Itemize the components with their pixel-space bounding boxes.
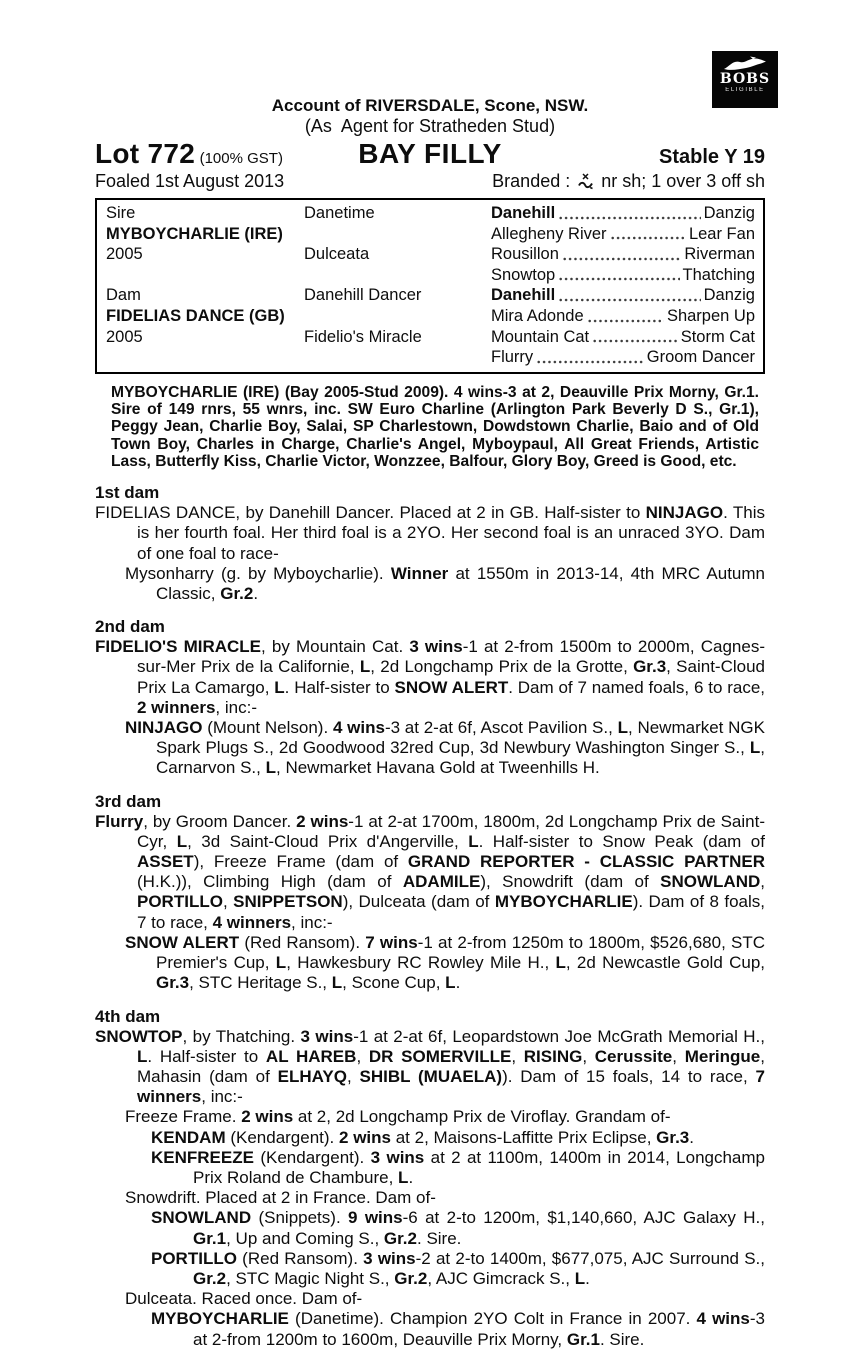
text-run: . Sire. [417, 1228, 462, 1248]
ancestor-sire: Riverman [684, 245, 755, 264]
text-run: -3 at 2-from 1200m to 1600m, Deauville Prix Morny, [193, 1309, 765, 1349]
ancestor-sire: Lear Fan [688, 224, 755, 243]
emphasis-text: L [617, 718, 628, 738]
ancestor-name: Rousillon [491, 245, 559, 264]
bobs-logo-title: BOBS [719, 71, 771, 87]
text-run: ), Snowdrift (dam of [480, 872, 661, 892]
ancestor-name: Allegheny River [491, 224, 607, 243]
emphasis-text: Gr.3 [156, 973, 190, 993]
emphasis-text: 9 wins [348, 1208, 403, 1228]
dots-leader [558, 203, 700, 224]
text-run: (Red Ransom). [236, 1248, 364, 1268]
text-run: (Red Ransom). [239, 932, 366, 952]
text-run: . [585, 1268, 590, 1288]
text-run: at 1550m in 2013-14, 4th MRC Autumn Classic, [156, 563, 765, 604]
pedigree-paragraph [125, 1289, 765, 1309]
text-run: , [222, 892, 234, 912]
emphasis-text: AL HAREB [265, 1046, 357, 1066]
emphasis-text: 4 wins [696, 1309, 750, 1329]
emphasis-text: FIDELIO'S MIRACLE [95, 637, 262, 657]
text-run: . [408, 1167, 414, 1187]
emphasis-text: KENFREEZE [151, 1147, 254, 1167]
emphasis-text: RISING [523, 1046, 583, 1066]
lot-row [95, 138, 765, 170]
text-run: , Hawkesbury RC Rowley Mile H., [286, 953, 556, 973]
dam-section-heading: 2nd dam [95, 617, 165, 637]
text-run: -6 at 2-to 1200m, $1,140,660, AJC Galaxy H., [402, 1208, 766, 1228]
pedigree-paragraph [125, 564, 765, 604]
emphasis-text: 2 wins [339, 1127, 391, 1147]
emphasis-text: L [398, 1167, 409, 1187]
pedigree-cell-grandparent [304, 224, 491, 245]
emphasis-text: PORTILLO [151, 1248, 237, 1268]
pedigree-paragraph [151, 1208, 765, 1248]
emphasis-text: Gr.2 [220, 584, 254, 604]
vendor-account-line: Account of RIVERSDALE, Scone, NSW. [271, 96, 589, 115]
text-run: Dulceata. Raced once. Dam of- [125, 1289, 363, 1309]
emphasis-text: L [176, 831, 188, 851]
pedigree-row [491, 327, 755, 348]
emphasis-text: NINJAGO [125, 718, 203, 738]
emphasis-text: GRAND REPORTER - CLASSIC PARTNER [407, 852, 765, 872]
ancestor-sire: Storm Cat [680, 327, 755, 346]
ancestor-sire: Thatching [682, 265, 755, 284]
dots-leader [558, 265, 679, 286]
text-run: , Newmarket Havana Gold at Tweenhills H. [276, 758, 600, 778]
text-run: , 2d Longchamp Prix de la Grotte, [370, 657, 634, 677]
text-run: -1 at 2-from 1250m to 1800m, $526,680, STC Premier's Cup, [156, 932, 766, 973]
ancestor-sire: Danzig [703, 204, 755, 222]
text-run: , [760, 872, 765, 892]
sire-summary-paragraph [111, 384, 759, 470]
pedigree-paragraph [95, 1027, 765, 1108]
text-run: , Scone Cup, [342, 973, 446, 993]
text-run: , by Groom Dancer. [143, 811, 297, 831]
ancestor-name: Danehill [491, 204, 556, 222]
text-run: at 2, Maisons-Laffitte Prix Eclipse, [390, 1127, 657, 1147]
emphasis-text: 2 wins [296, 811, 349, 831]
text-run: ), Dulceata (dam of [342, 892, 495, 912]
text-run: (H.K.)), Climbing High (dam of [137, 872, 403, 892]
text-run: . This is her fourth foal. Her third foal is a 2YO. Her second foal is an unraced 3YO. Dam of one foal to race- [137, 503, 765, 563]
emphasis-text: MYBOYCHARLIE [151, 1309, 289, 1329]
text-run: -1 at 2-at 6f, Leopardstown Joe McGrath Memorial H., [353, 1026, 765, 1046]
pedigree-cell-grandparent: Fidelio's Miracle [304, 327, 422, 346]
pedigree-paragraph [95, 503, 765, 564]
emphasis-text: PORTILLO [137, 892, 223, 912]
pedigree-paragraph [151, 1309, 765, 1349]
pedigree-paragraph [151, 1148, 765, 1188]
bobs-logo-subtitle: ELIGIBLE [725, 87, 765, 93]
page-content [95, 0, 765, 1350]
emphasis-text: L [265, 758, 276, 778]
lot-number: Lot 772 [95, 138, 196, 169]
emphasis-text: L [275, 953, 287, 973]
pedigree-cell-grandparent: Danetime [304, 204, 375, 222]
pedigree-row [491, 203, 755, 224]
emphasis-text: 7 winners [137, 1066, 766, 1107]
emphasis-text: 4 winners [212, 912, 292, 932]
ancestor-name: Mountain Cat [491, 327, 590, 346]
ancestor-name: Snowtop [491, 265, 556, 284]
emphasis-text: KENDAM [151, 1127, 226, 1147]
pedigree-cell-parent: 2005 [106, 245, 143, 264]
pedigree-cell-parent: Dam [106, 286, 141, 305]
text-run: , [511, 1046, 524, 1066]
text-run: ). Dam of 8 foals, 7 to race, [137, 892, 766, 932]
pedigree-row [491, 306, 755, 327]
text-run: , [582, 1046, 595, 1066]
text-run: . Half-sister to [284, 677, 395, 697]
emphasis-text: Flurry [95, 811, 144, 831]
text-run: , AJC Gimcrack S., [427, 1268, 575, 1288]
horse-description: BAY FILLY [358, 138, 502, 169]
text-run: (Snippets). [251, 1208, 349, 1228]
pedigree-paragraph [95, 812, 765, 933]
text-run: , Mahasin (dam of [137, 1046, 765, 1086]
dots-leader [592, 327, 678, 348]
pedigree-cell-parent: 2005 [106, 327, 143, 346]
dam-section-heading: 3rd dam [95, 791, 162, 811]
emphasis-text: SNOWLAND [660, 872, 761, 892]
pedigree-paragraph [125, 1188, 765, 1208]
emphasis-text: DR SOMERVILLE [368, 1046, 512, 1066]
emphasis-text: MYBOYCHARLIE [494, 892, 633, 912]
emphasis-text: NINJAGO [645, 503, 724, 523]
text-run: , [356, 1046, 369, 1066]
text-run: . Dam of 7 named foals, 6 to race, [508, 677, 765, 697]
text-run: at 2 at 1100m, 1400m in 2014, Longchamp Prix Roland de Chambure, [193, 1147, 765, 1187]
pedigree-cell-grandparent: Danehill Dancer [304, 286, 422, 305]
emphasis-text: L [359, 657, 371, 677]
text-run: , [672, 1046, 685, 1066]
emphasis-text: Gr.2 [383, 1228, 417, 1248]
branded-block [492, 171, 765, 192]
emphasis-text: 7 wins [365, 932, 418, 952]
emphasis-text: Meringue [684, 1046, 761, 1066]
text-run: . [253, 584, 259, 604]
pedigree-paragraph [95, 637, 765, 718]
emphasis-text: ASSET [137, 852, 194, 872]
text-run: ), Freeze Frame (dam of [193, 852, 408, 872]
text-run: , STC Magic Night S., [226, 1268, 395, 1288]
emphasis-text: 3 wins [409, 637, 463, 657]
emphasis-text: L [468, 831, 479, 851]
pedigree-row [491, 347, 755, 368]
pedigree-paragraph [125, 718, 765, 779]
emphasis-text: Gr.3 [656, 1127, 690, 1147]
text-run: , inc:- [201, 1087, 243, 1107]
dots-leader [562, 244, 682, 265]
text-run: , inc:- [291, 912, 333, 932]
pedigree-table [95, 198, 765, 374]
emphasis-text: L [274, 677, 285, 697]
text-run: , Newmarket NGK Spark Plugs S., 2d Goodwood 32red Cup, 3d Newbury Washington Singer S., [156, 718, 765, 758]
text-run: , [346, 1066, 360, 1086]
pedigree-cell-grandparent: Dulceata [304, 245, 370, 264]
emphasis-text: Cerussite [594, 1046, 673, 1066]
text-run: , Carnarvon S., [156, 738, 765, 778]
emphasis-text: Gr.1 [193, 1228, 227, 1248]
text-run: . [455, 973, 461, 993]
pedigree-cell-parent: MYBOYCHARLIE (IRE) [106, 224, 283, 243]
text-run: . Half-sister to Snow Peak (dam of [478, 831, 765, 851]
pedigree-cell-parent: FIDELIAS DANCE (GB) [106, 306, 285, 325]
foaled-row [95, 171, 765, 192]
emphasis-text: 2 wins [241, 1107, 294, 1127]
text-run: Mysonharry (g. by Myboycharlie). [125, 563, 391, 583]
ancestor-sire: Sharpen Up [666, 306, 755, 325]
text-run: -1 at 2-at 1700m, 1800m, 2d Longchamp Prix de Saint-Cyr, [137, 811, 765, 851]
emphasis-text: L [445, 973, 456, 993]
pedigree-cell-parent [106, 265, 304, 286]
text-run: , 2d Newcastle Gold Cup, [565, 953, 766, 973]
pedigree-paragraph [125, 1107, 765, 1127]
text-run: , by Thatching. [182, 1026, 301, 1046]
text-run: , Saint-Cloud Prix La Camargo, [137, 657, 765, 697]
emphasis-text: ADAMILE [402, 872, 481, 892]
lot-block [95, 138, 358, 170]
dots-leader [536, 347, 644, 368]
emphasis-text: SNIPPETSON [233, 892, 343, 912]
text-run: -3 at 2-at 6f, Ascot Pavilion S., [384, 718, 618, 738]
emphasis-text: L [331, 973, 343, 993]
pedigree-col-grandparents [304, 203, 491, 368]
dots-leader [587, 306, 664, 327]
pedigree-cell-grandparent [304, 265, 491, 286]
pedigree-cell-parent [106, 347, 304, 368]
foaled-date: Foaled 1st August 2013 [95, 171, 285, 191]
emphasis-text: ELHAYQ [277, 1066, 347, 1086]
emphasis-text: Gr.2 [193, 1268, 227, 1288]
emphasis-text: L [749, 738, 761, 758]
pedigree-cell-grandparent [304, 347, 491, 368]
text-run: . Sire. [599, 1329, 645, 1349]
pedigree-col-parents [106, 203, 304, 368]
brand-symbol-icon [577, 172, 594, 191]
emphasis-text: SNOWLAND [151, 1208, 252, 1228]
pedigree-row [491, 265, 755, 286]
pedigree-paragraph [125, 933, 765, 994]
emphasis-text: Gr.3 [633, 657, 667, 677]
emphasis-text: 3 wins [363, 1248, 416, 1268]
emphasis-text: 3 wins [300, 1026, 354, 1046]
text-run: . [689, 1127, 694, 1147]
pedigree-row [491, 244, 755, 265]
emphasis-text: SHIBL (MUAELA) [359, 1066, 503, 1086]
ancestor-name: Mira Adonde [491, 306, 584, 325]
pedigree-col-greatgrandparents [491, 203, 755, 368]
text-run: , 3d Saint-Cloud Prix d'Angerville, [187, 831, 469, 851]
emphasis-text: Winner [390, 563, 449, 583]
ancestor-name: Flurry [491, 348, 534, 367]
emphasis-text: SNOW ALERT [394, 677, 509, 697]
text-run: Freeze Frame. [125, 1107, 242, 1127]
emphasis-text: MYBOYCHARLIE (IRE) (Bay 2005-Stud 2009). 4 wins-3 at 2, Deauville Prix Morny, Gr.1. Sire of 149 rnrs, 55 wnrs, inc. SW Euro Charline (Arlington Park Beverly D S., Gr.1), Peggy Jean, Charlie Boy, Salai, SP Charlestown, Dowdstown Charlie, Baio and of Old Town Boy, Charles in Charge, Charlie's Angel, Myboypaul, All Great Friends, Artistic Lass, Butterfly Kiss, Charlie Victor, Wonzzee, Balfour, Glory Boy, Greed is Good, etc. [111, 383, 759, 470]
text-run: Snowdrift. Placed at 2 in France. Dam of- [125, 1188, 436, 1208]
text-run: -1 at 2-from 1500m to 2000m, Cagnes-sur-Mer Prix de la Californie, [137, 637, 765, 677]
emphasis-text: L [574, 1268, 586, 1288]
text-run: , inc:- [215, 697, 257, 717]
text-run: ). Dam of 15 foals, 14 to race, [502, 1066, 756, 1086]
dots-leader [610, 224, 686, 245]
gst-note: (100% GST) [199, 150, 283, 167]
ancestor-sire: Groom Dancer [646, 348, 755, 367]
text-run: , Up and Coming S., [226, 1228, 384, 1248]
dam-sections [95, 483, 765, 1350]
emphasis-text: 2 winners [137, 697, 216, 717]
branded-value: nr sh; 1 over 3 off sh [601, 171, 765, 191]
text-run: at 2, 2d Longchamp Prix de Viroflay. Grandam of- [293, 1107, 671, 1127]
text-run: (Mount Nelson). [202, 718, 333, 738]
dam-section-heading: 1st dam [95, 483, 160, 503]
emphasis-text: L [555, 953, 566, 973]
ancestor-name: Danehill [491, 286, 556, 305]
emphasis-text: Gr.1 [566, 1329, 600, 1349]
text-run: , by Mountain Cat. [261, 637, 410, 657]
pedigree-row [491, 224, 755, 245]
pedigree-paragraph [151, 1128, 765, 1148]
pedigree-cell-parent: Sire [106, 204, 136, 222]
text-run: FIDELIAS DANCE, by Danehill Dancer. Placed at 2 in GB. Half-sister to [95, 503, 646, 523]
text-run: . Half-sister to [147, 1046, 266, 1066]
pedigree-paragraph [151, 1249, 765, 1289]
stable-number: Stable Y 19 [659, 146, 765, 168]
pedigree-cell-grandparent [304, 306, 491, 327]
pedigree-row [491, 285, 755, 306]
emphasis-text: SNOW ALERT [125, 932, 240, 952]
emphasis-text: 3 wins [370, 1147, 425, 1167]
dots-leader [558, 285, 700, 306]
emphasis-text: Gr.2 [394, 1268, 428, 1288]
text-run: -2 at 2-to 1400m, $677,075, AJC Surround S., [415, 1248, 765, 1268]
text-run: (Kendargent). [253, 1147, 371, 1167]
emphasis-text: L [137, 1046, 148, 1066]
emphasis-text: 4 wins [332, 718, 385, 738]
ancestor-sire: Danzig [703, 286, 755, 305]
text-run: , STC Heritage S., [189, 973, 332, 993]
emphasis-text: SNOWTOP [95, 1026, 183, 1046]
branded-label: Branded : [492, 171, 571, 191]
text-run: (Danetime). Champion 2YO Colt in France in 2007. [288, 1309, 697, 1329]
agent-line: (As Agent for Stratheden Stud) [304, 116, 556, 136]
text-run: (Kendargent). [225, 1127, 340, 1147]
dam-section-heading: 4th dam [95, 1006, 161, 1026]
